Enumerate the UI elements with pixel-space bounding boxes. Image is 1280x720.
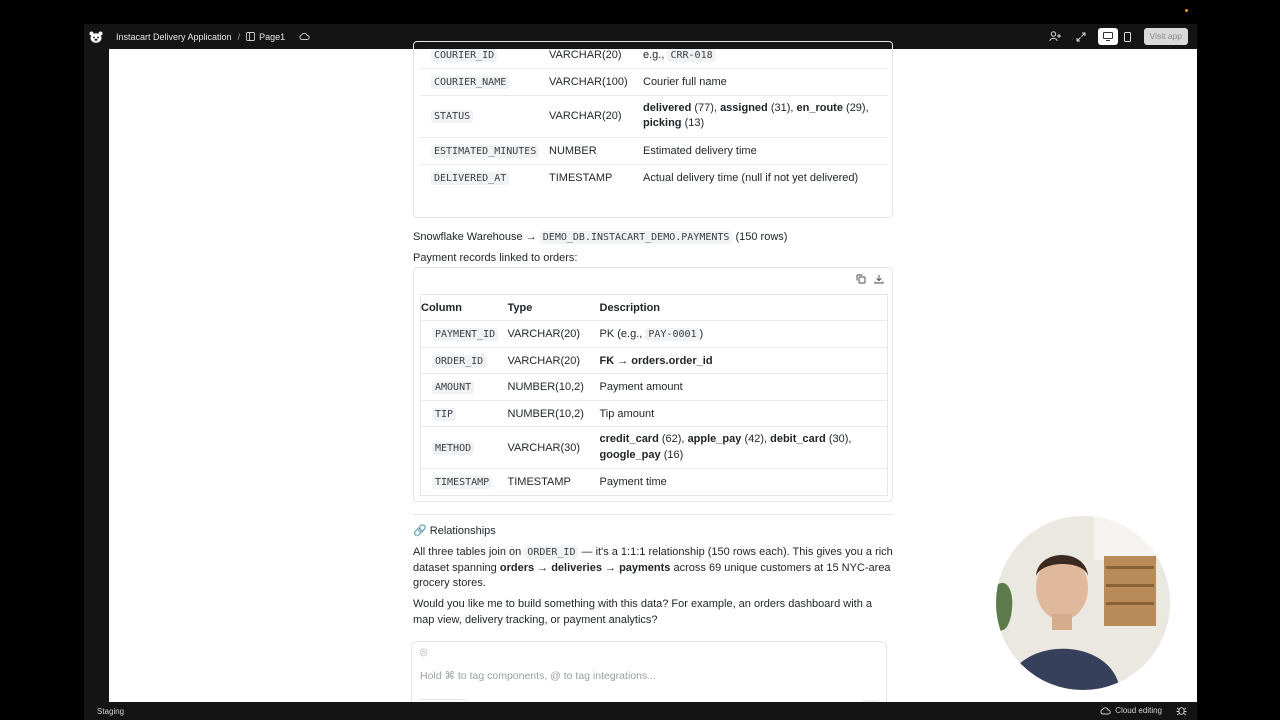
table-header-row	[421, 295, 888, 321]
status-bar	[84, 702, 1197, 720]
method-value: debit_card	[770, 433, 826, 445]
column-description	[643, 95, 888, 137]
cloud-editing-status[interactable]	[1100, 706, 1162, 715]
status-count: (31),	[770, 101, 794, 114]
column-name: COURIER_NAME	[431, 76, 509, 89]
column-type: NUMBER(10,2)	[507, 407, 584, 420]
desc-text: e.g.,	[643, 48, 665, 61]
status-count: (77),	[694, 101, 717, 114]
payments-table-path: DEMO_DB.INSTACART_DEMO.PAYMENTS	[540, 231, 733, 244]
download-icon[interactable]	[874, 274, 884, 284]
column-name: ESTIMATED_MINUTES	[431, 145, 539, 158]
column-type: VARCHAR(20)	[549, 110, 622, 122]
notification-dot	[1185, 9, 1188, 12]
payments-heading	[413, 230, 893, 246]
status-value: delivered	[643, 101, 692, 114]
heading-text: Snowflake Warehouse →	[413, 231, 537, 243]
column-description	[643, 42, 888, 68]
method-count: (42),	[744, 433, 768, 445]
cloud-icon	[1100, 707, 1111, 715]
table-row	[420, 95, 888, 137]
column-type: TIMESTAMP	[549, 171, 613, 184]
page-icon	[246, 32, 255, 41]
column-name: TIMESTAMP	[432, 476, 492, 489]
join-key: ORDER_ID	[524, 546, 578, 559]
column-description: Courier full name	[643, 75, 727, 88]
table-row	[421, 374, 888, 401]
column-type: TIMESTAMP	[507, 476, 571, 488]
page-breadcrumb[interactable]	[246, 32, 285, 42]
para-text: All three tables join on	[413, 546, 522, 558]
column-type: VARCHAR(20)	[549, 48, 622, 61]
desktop-icon[interactable]	[1098, 28, 1118, 45]
method-count: (30),	[828, 433, 852, 445]
column-name: COURIER_ID	[431, 49, 497, 62]
table-row	[420, 164, 888, 191]
method-count: (62),	[661, 433, 685, 445]
desc-text: PK (e.g.,	[599, 328, 643, 340]
header-type: Type	[507, 301, 533, 314]
column-type: VARCHAR(100)	[549, 75, 628, 88]
cloud-editing-label: Cloud editing	[1115, 706, 1162, 715]
method-value: google_pay	[599, 448, 661, 461]
column-description: Tip amount	[599, 407, 655, 420]
header-column: Column	[421, 301, 462, 314]
bug-icon[interactable]	[1176, 705, 1187, 716]
desc-text: )	[699, 328, 704, 340]
column-type: VARCHAR(20)	[507, 354, 581, 367]
table-row	[420, 137, 888, 164]
column-description: Payment time	[599, 476, 667, 488]
table-row	[420, 42, 888, 68]
column-name: TIP	[432, 408, 456, 421]
table-tools	[856, 274, 884, 284]
column-description	[600, 427, 888, 469]
header-description: Description	[599, 301, 661, 314]
environment-label[interactable]: Staging	[97, 706, 125, 716]
table-row	[421, 469, 888, 496]
column-type: NUMBER	[549, 144, 597, 157]
para-bold: orders → deliveries → payments	[499, 561, 671, 574]
column-name: STATUS	[431, 110, 473, 123]
column-description: Payment amount	[599, 381, 683, 393]
breadcrumb-separator: /	[237, 31, 241, 42]
column-description	[600, 321, 888, 348]
row-count: (150 rows)	[735, 231, 788, 243]
deliveries-table	[413, 41, 893, 218]
attach-icon[interactable]	[419, 648, 428, 657]
column-description: Actual delivery time (null if not yet delivered)	[643, 171, 859, 184]
table-row	[421, 401, 888, 427]
chat-input[interactable]	[420, 670, 860, 682]
column-name: DELIVERED_AT	[431, 172, 509, 185]
chat-content	[413, 49, 893, 702]
webcam-person-image	[996, 516, 1170, 690]
page-name: Page1	[259, 31, 286, 42]
relationships-paragraph	[413, 545, 893, 592]
method-value: credit_card	[599, 433, 659, 445]
desc-code: CRR-018	[667, 49, 715, 62]
follow-up-question: Would you like me to build something with this data? For example, an orders dashboard with a map view, delivery tracking, or payment analytics?	[413, 598, 872, 626]
visit-app-button[interactable]: Visit app	[1144, 28, 1188, 45]
copy-icon[interactable]	[856, 274, 866, 284]
payments-schema-table	[420, 294, 888, 496]
cloud-icon[interactable]	[299, 32, 310, 41]
table-row	[421, 321, 888, 348]
bear-logo-icon[interactable]	[89, 30, 103, 44]
divider	[413, 514, 893, 515]
payments-table-card	[413, 267, 893, 502]
column-name: ORDER_ID	[432, 355, 486, 368]
webcam-video-overlay	[996, 516, 1170, 690]
column-type: VARCHAR(20)	[507, 328, 581, 340]
top-actions	[1042, 27, 1188, 46]
column-type: VARCHAR(30)	[507, 441, 581, 454]
add-user-icon[interactable]	[1042, 27, 1068, 46]
table-row	[420, 68, 888, 95]
status-count: (13)	[684, 117, 705, 129]
column-name: METHOD	[432, 442, 474, 455]
left-rail	[84, 49, 109, 702]
payments-intro: Payment records linked to orders:	[413, 252, 578, 264]
relationships-heading: 🔗 Relationships	[413, 525, 496, 537]
column-name: PAYMENT_ID	[432, 328, 498, 341]
table-row	[421, 427, 888, 469]
table-row	[421, 348, 888, 374]
column-description: Estimated delivery time	[643, 144, 757, 157]
app-name[interactable]: Instacart Delivery Application	[116, 31, 232, 42]
status-value: en_route	[796, 101, 843, 114]
status-count: (29),	[846, 101, 869, 114]
method-value: apple_pay	[687, 433, 742, 445]
mobile-icon[interactable]	[1118, 28, 1138, 45]
status-value: picking	[643, 117, 682, 129]
desc-code: PAY-0001	[645, 328, 699, 341]
column-name: AMOUNT	[432, 381, 474, 394]
view-toggle	[1098, 28, 1138, 45]
method-count: (16)	[663, 448, 684, 461]
column-type: NUMBER(10,2)	[507, 381, 584, 393]
expand-icon[interactable]	[1068, 27, 1094, 46]
deliveries-schema-table	[420, 42, 888, 191]
para-text: — it's a 1:1:1 relationship (150 rows each). This gives you a rich dataset spanning	[413, 546, 893, 574]
column-description: FK → orders.order_id	[599, 354, 713, 367]
para-text: across 69 unique customers at 15 NYC-area grocery stores.	[413, 561, 891, 589]
status-value: assigned	[720, 101, 768, 114]
